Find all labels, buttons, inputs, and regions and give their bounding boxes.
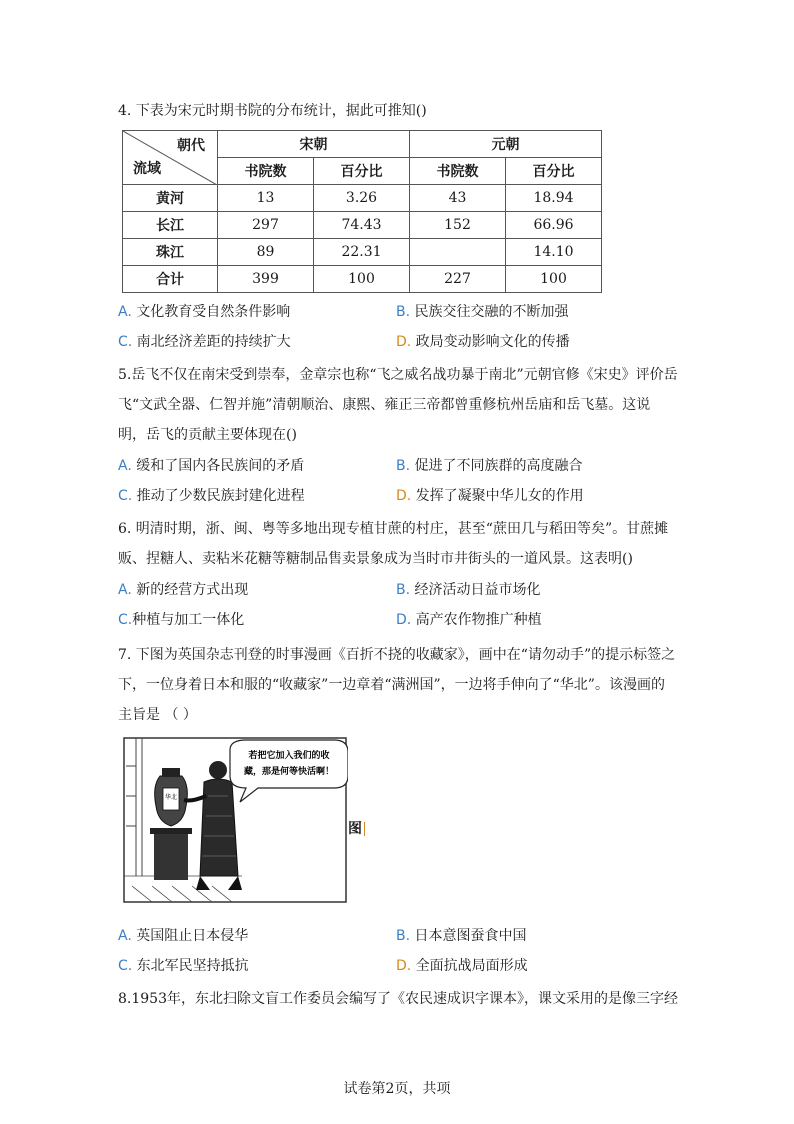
q7-option-d[interactable]: D. 全面抗战局面形成: [396, 958, 528, 974]
subheader-cell: 书院数: [218, 158, 314, 185]
header-song: 宋朝: [218, 131, 410, 158]
table-cell: 74.43: [314, 212, 410, 239]
q6-option-a[interactable]: A. 新的经营方式出现: [118, 582, 249, 598]
table-cell: 22.31: [314, 239, 410, 266]
corner-basin-label: 流域: [133, 161, 161, 177]
cursor-mark: [364, 822, 365, 836]
q6-stem: 6. 明清时期，浙、闽、粤等多地出现专植甘蔗的村庄，甚至“蔗田几与稻田等矣”。甘蔗摊贩、捏糖人、卖粘米花糖等糖制品售卖景象成为当时市井街头的一道风景。这表明(): [118, 521, 669, 567]
q5-option-a[interactable]: A. 缓和了国内各民族间的矛盾: [118, 458, 305, 474]
table-cell: [410, 239, 506, 266]
cartoon-image: [122, 736, 348, 904]
table-row: [123, 266, 602, 293]
table-cell: 152: [410, 212, 506, 239]
table-cell: 100: [506, 266, 602, 293]
table-cell: 399: [218, 266, 314, 293]
q5-option-b[interactable]: B. 促进了不同族群的高度融合: [396, 458, 583, 474]
q6-option-c[interactable]: C.种植与加工一体化: [118, 612, 245, 628]
q4-option-a[interactable]: A. 文化教育受自然条件影响: [118, 304, 291, 320]
q4-option-c[interactable]: C. 南北经济差距的持续扩大: [118, 334, 291, 350]
table-cell: 14.10: [506, 239, 602, 266]
shuyuan-table: [122, 130, 602, 293]
q5-option-d[interactable]: D. 发挥了凝聚中华儿女的作用: [396, 488, 584, 504]
q8-stem: 8.1953年，东北扫除文盲工作委员会编写了《农民速成识字课本》，课文采用的是像三字经: [118, 991, 678, 1007]
table-cell: 297: [218, 212, 314, 239]
bubble-line-2: 藏，那是何等快活啊！: [243, 767, 335, 777]
subheader-cell: 百分比: [314, 158, 410, 185]
row-label: 长江: [123, 212, 218, 239]
q7-option-c[interactable]: C. 东北军民坚持抵抗: [118, 958, 249, 974]
vase-label: 华北: [164, 794, 178, 801]
q5-option-c[interactable]: C. 推动了少数民族封建化进程: [118, 488, 305, 504]
table-corner-cell: [123, 131, 218, 185]
figure-label: 图: [348, 818, 365, 838]
q7-option-a[interactable]: A. 英国阻止日本侵华: [118, 928, 249, 944]
cartoon-illustration: [122, 736, 348, 904]
q4-option-b[interactable]: B. 民族交往交融的不断加强: [396, 304, 569, 320]
table-cell: 18.94: [506, 185, 602, 212]
table-cell: 13: [218, 185, 314, 212]
row-label: 黄河: [123, 185, 218, 212]
header-yuan: 元朝: [410, 131, 602, 158]
page-footer: 试卷第2页，共项: [343, 1081, 451, 1097]
table-cell: 66.96: [506, 212, 602, 239]
table-row: [123, 212, 602, 239]
subheader-cell: 书院数: [410, 158, 506, 185]
q6-option-d[interactable]: D. 高产农作物推广种植: [396, 612, 542, 628]
corner-dynasty-label: 朝代: [177, 138, 205, 154]
table-cell: 3.26: [314, 185, 410, 212]
bubble-line-1: 若把它加入我们的收: [248, 751, 330, 761]
q4-stem: 4. 下表为宋元时期书院的分布统计，据此可推知(): [118, 103, 427, 119]
table-cell: 100: [314, 266, 410, 293]
subheader-cell: 百分比: [506, 158, 602, 185]
q4-option-d[interactable]: D. 政局变动影响文化的传播: [396, 334, 570, 350]
row-label: 合计: [123, 266, 218, 293]
q6-option-b[interactable]: B. 经济活动日益市场化: [396, 582, 541, 598]
q7-stem: 7. 下图为英国杂志刊登的时事漫画《百折不挠的收藏家》，画中在“请勿动手”的提示标签之下，一位身着日本和服的“收藏家”一边章着“满洲国”，一边将手伸向了“华北”。该漫画的主旨是 （ ）: [118, 647, 676, 723]
table-row: [123, 185, 602, 212]
table-cell: 89: [218, 239, 314, 266]
q7-option-b[interactable]: B. 日本意图蚕食中国: [396, 928, 527, 944]
table-cell: 227: [410, 266, 506, 293]
q5-stem: 5.岳飞不仅在南宋受到崇奉，金章宗也称“飞之威名战功暴于南北”元朝官修《宋史》评价岳飞“文武全器、仁智并施”清朝顺治、康熙、雍正三帝都曾重修杭州岳庙和岳飞墓。这说明，岳飞的贡献主要体现在(): [118, 367, 678, 443]
row-label: 珠江: [123, 239, 218, 266]
table-row: [123, 239, 602, 266]
table-cell: 43: [410, 185, 506, 212]
